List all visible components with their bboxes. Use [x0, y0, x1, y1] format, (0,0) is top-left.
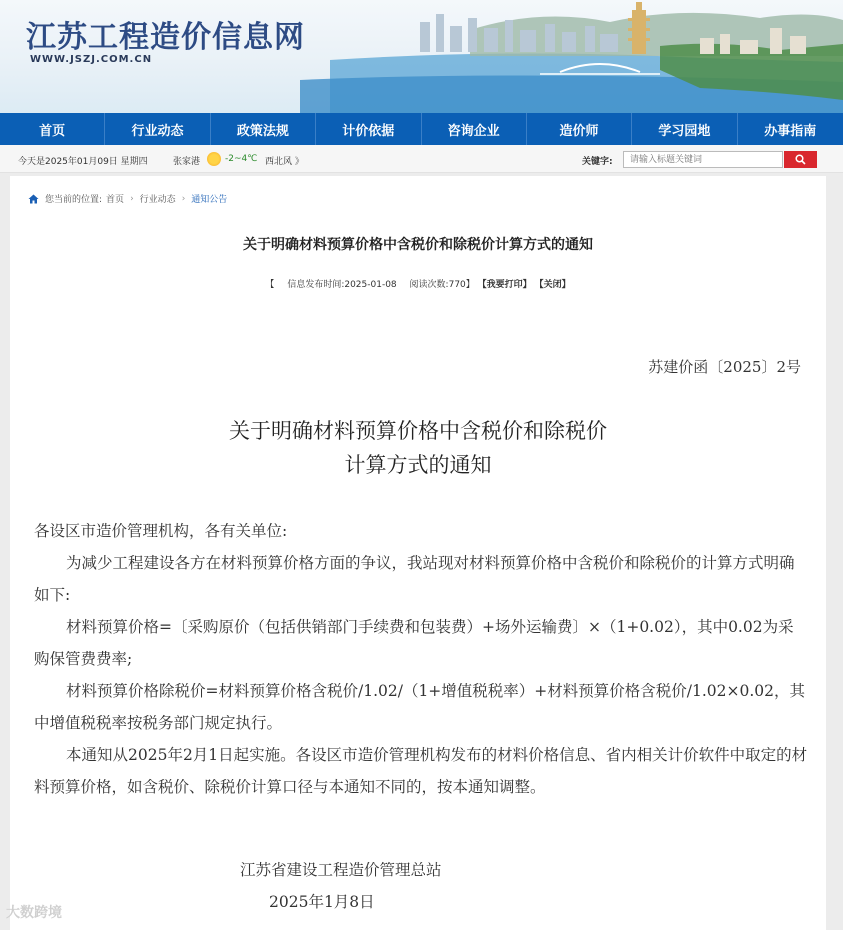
weather-city: 张家港: [173, 157, 201, 167]
keyword-label: 关键字:: [582, 157, 613, 167]
nav-item-service-guide[interactable]: 办事指南: [764, 123, 817, 139]
site-url: WWW.JSZJ.COM.CN: [30, 54, 153, 65]
breadcrumb-separator-icon: ›: [130, 193, 134, 204]
signature-date: 2025年1月8日: [269, 893, 375, 911]
article-meta: [10, 277, 826, 290]
nav-item-consulting-firms[interactable]: 咨询企业: [422, 113, 527, 145]
watermark: 大数跨境: [6, 905, 62, 921]
weather-wind[interactable]: 西北风 》: [265, 157, 304, 167]
body-paragraph: 材料预算价格=〔采购原价（包括供销部门手续费和包装费）+场外运输费〕×（1+0.02），其中0.02为采购保管费费率;: [34, 618, 794, 668]
info-bar: [0, 145, 843, 173]
nav-item-policies[interactable]: 政策法规: [211, 113, 316, 145]
body-paragraph: 本通知从2025年2月1日起实施。各设区市造价管理机构发布的材料价格信息、省内相关计价软件中取定的材料预算价格，如含税价、除税价计算口径与本通知不同的，按本通知调整。: [34, 746, 808, 796]
nav-item-cost-engineers[interactable]: 造价师: [527, 113, 632, 145]
current-date: 今天是2025年01月09日 星期四: [18, 157, 148, 167]
issuer-signature: 江苏省建设工程造价管理总站: [240, 861, 442, 879]
article-title: 关于明确材料预算价格中含税价和除税价计算方式的通知: [243, 237, 593, 253]
breadcrumb-industry-news[interactable]: 行业动态: [139, 195, 176, 205]
document-body: [34, 515, 808, 803]
meta-open-bracket: 【: [265, 280, 275, 290]
weather-temperature: -2~4℃: [225, 154, 258, 164]
document-title-line2: 计算方式的通知: [344, 453, 492, 477]
nav-item-pricing-basis[interactable]: 计价依据: [316, 113, 421, 145]
salutation: 各设区市造价管理机构，各有关单位:: [34, 522, 288, 540]
document-number: 苏建价函〔2025〕2号: [648, 358, 801, 376]
breadcrumb-home[interactable]: 首页: [106, 195, 125, 205]
nav-item-home[interactable]: 首页: [0, 113, 105, 145]
site-title[interactable]: 江苏工程造价信息网: [26, 20, 305, 55]
header-banner: [0, 0, 843, 113]
document-title: [10, 414, 826, 482]
body-paragraph: 材料预算价格除税价=材料预算价格含税价/1.02/（1+增值税税率）+材料预算价格含税价/1.02×0.02，其中增值税税率按税务部门规定执行。: [34, 682, 806, 732]
meta-close-bracket: 】: [465, 280, 475, 290]
sunny-weather-icon: [207, 152, 221, 166]
breadcrumb-notices[interactable]: 通知公告: [191, 195, 228, 205]
nav-item-industry-news[interactable]: 行业动态: [105, 113, 210, 145]
close-link[interactable]: 【关闭】: [534, 280, 571, 290]
read-count-label: 阅读次数:: [409, 280, 449, 290]
print-link[interactable]: 【我要打印】: [477, 280, 532, 290]
body-paragraph: 为减少工程建设各方在材料预算价格方面的争议，我站现对材料预算价格中含税价和除税价的计算方式明确如下:: [34, 554, 795, 604]
breadcrumb-separator-icon: ›: [181, 193, 186, 204]
publish-label: 信息发布时间:: [287, 280, 345, 290]
search-icon: [795, 154, 806, 165]
article-card: [10, 176, 826, 930]
nav-item-learning[interactable]: 学习园地: [632, 113, 737, 145]
breadcrumb: [28, 192, 231, 205]
main-nav: [0, 113, 843, 145]
breadcrumb-prefix: 您当前的位置:: [45, 195, 103, 205]
publish-date: 2025-01-08: [344, 280, 397, 290]
document-title-line1: 关于明确材料预算价格中含税价和除税价: [229, 419, 607, 443]
read-count: 770: [448, 280, 466, 290]
search-input[interactable]: [623, 151, 783, 168]
home-icon: [28, 194, 39, 204]
search-button[interactable]: [784, 151, 817, 168]
